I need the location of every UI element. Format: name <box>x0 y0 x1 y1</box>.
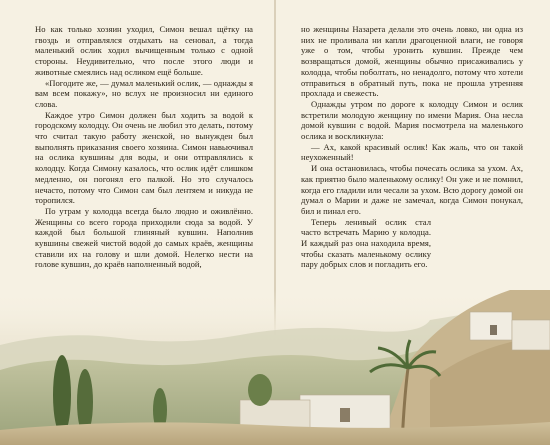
paragraph: Но как только хозяин уходил, Симон вешал щётку на гвоздь и отправлялся отдыхать на сеновал, а тогда маленький ослик ходил вычищенным только с одной стороны. Неудивительно, что после этого люди и животные смеялись над осликом ещё больше. <box>35 24 253 77</box>
paragraph: И она остановилась, чтобы почесать ослика за ухом. Ах, как приятно было маленькому ослику! Он уже и не помнил, когда его гладили или чесали за ухом. Всю дорогу домой он думал о Марии и даже не замечал, когда Симон понукал, бил и пинал его. <box>301 163 523 216</box>
left-page-text <box>35 24 253 270</box>
right-page-text <box>301 24 523 270</box>
paragraph: Каждое утро Симон должен был ходить за водой к городскому колодцу. Он очень не любил это делать, потому что считал такую работу женской, но вынужден был выполнять приказания своего хозяина. Симон навьючивал на ослика кувшины для воды, и они отправлялись к колодцу. Когда Симону казалось, что ослик идёт слишком медленно, он погонял его палкой. Но это случалось нечасто, потому что Симон сам был лентяем и никуда не торопился. <box>35 109 253 206</box>
landscape-illustration <box>0 290 550 445</box>
paragraph: Теперь ленивый ослик стал часто встречать Марию у колодца. И каждый раз она находила время, чтобы сказать маленькому ослику пару добрых слов и погладить его. <box>301 216 431 270</box>
paragraph: «Погодите же, — думал маленький ослик, — однажды я вам всем покажу», но вслух не произносил ни единого слова. <box>35 77 253 109</box>
paragraph: — Ах, какой красивый ослик! Как жаль, что он такой неухоженный! <box>301 141 523 163</box>
paragraph: Однажды утром по дороге к колодцу Симон и ослик встретили молодую женщину по имени Мария. Она несла домой кувшин с водой. Мария посмотрела на маленького ослика и воскликнула: <box>301 98 523 142</box>
paragraph: но женщины Назарета делали это очень ловко, ни одна из них не проливала ни капли драгоценной влаги, не говоря уже о том, чтобы уронить кувшин. Прежде чем возвращаться домой, женщины обычно присаживались у колодца, чтобы поболтать, но ненадолго, потому что хотели отправиться в обратный путь, пока не прошла утренняя прохлада и свежесть. <box>301 24 523 99</box>
paragraph: По утрам у колодца всегда было людно и оживлённо. Женщины со всего города приходили сюда за водой. У каждой был большой глиняный кувшин. Наполнив кувшины свежей чистой водой до самых краёв, женщины ставили их на голову и шли домой. Нелегко нести на голове кувшин, до краёв наполненный водой, <box>35 205 253 270</box>
